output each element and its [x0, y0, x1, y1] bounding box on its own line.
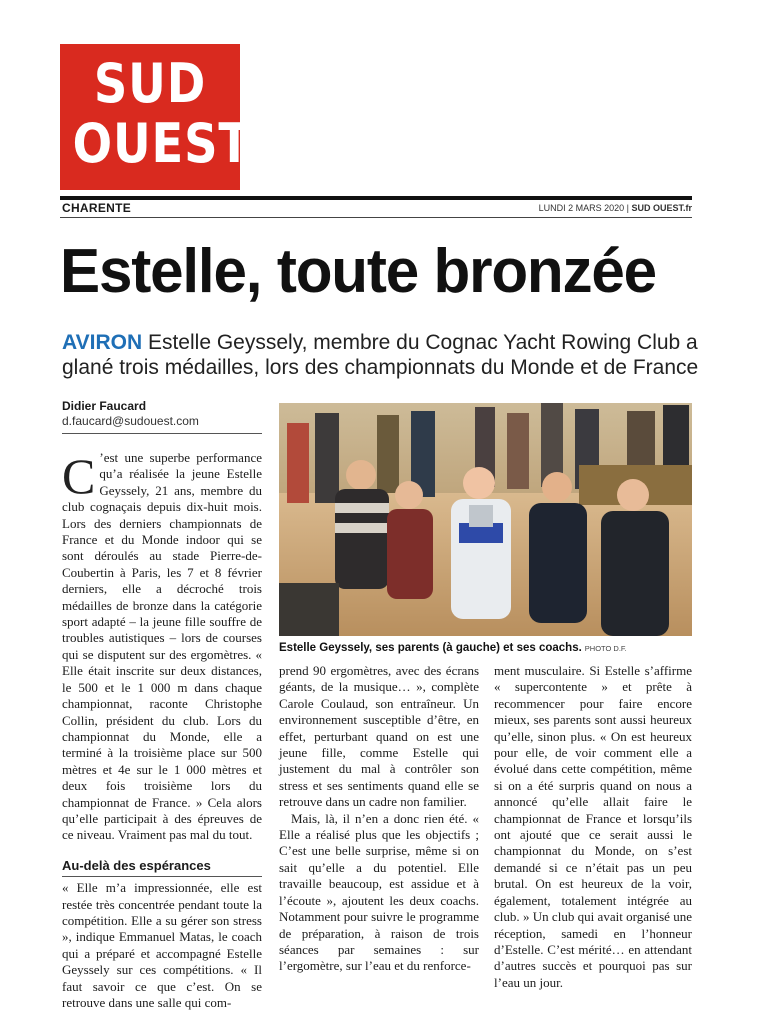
drop-cap: C — [62, 448, 96, 504]
section-label: CHARENTE — [62, 201, 132, 215]
top-rule — [60, 196, 692, 200]
article-column-2 — [279, 663, 479, 975]
site-name: SUD OUEST.fr — [631, 203, 692, 213]
article-column-3 — [494, 663, 692, 991]
article-paragraph: prend 90 ergomètres, avec des écrans géants, de la musique… », complète Carole Coulaud, son entraîneur. Un environnement susceptible d’être, en effet, perturbant quand on est une jeune fille, comme Estelle qui justement du mal à contrôler son stress et ses sentiments quand elle se retrouve dans un cadre non familier. — [279, 663, 479, 810]
byline-email[interactable]: d.faucard@sudouest.com — [62, 414, 199, 428]
deck — [62, 330, 702, 380]
headline: Estelle, toute bronzée — [60, 237, 656, 306]
article-paragraph: ment musculaire. Si Estelle s’affirme « supercontente » et prête à recommencer pour faire encore mieux, ses parents sont aussi heureux qu’elle, sinon plus. « On est heureux pour elle, de voir comment elle a évolué dans cette compétition, même si on a été surpris quand on nous a annoncé qu’elle allait faire le championnat de France et lorsqu’ils ont ajouté que ce serait aussi le championnat du Monde, on s’est demandé si ce n’était pas un peu brutal. On est heureux de la voir, également, totalement intégrée au club. » Un club qui avait organisé une réception, samedi en l’honneur d’Estelle. C’est mérité… en attendant d’autres succès et pourquoi pas sur l’eau un jour. — [494, 663, 692, 990]
paragraph-text: ’est une superbe performance qu’a réalisée la jeune Estelle Geyssely, 21 ans, membre du club cognaçais depuis dix-huit mois. Lors des derniers championnats de France et du Monde indoor qui se sont déroulés au stade Pierre-de-Coubertin à Paris, les 7 et 8 février derniers, elle a décroché trois médailles de bronze dans la catégorie sport adapté – la jeune fille souffre de troubles autistiques – lors de courses qui se disputent sur des ergomètres. « Elle était inscrite sur deux distances, le 500 et le 1 000 m dans chaque championnat, raconte Christophe Collin, président du club. Lors du championnat du Monde, elle a terminé à la troisième place sur 500 mètres et 4e sur le 1 000 mètres et deux fois troisième lors du championnat de France. » Cela alors qu’elle participait à des épreuves de ce niveau. Vraiment pas mal du tout. — [62, 450, 262, 843]
dateline — [539, 203, 692, 213]
article-paragraph: « Elle m’a impressionnée, elle est restée très concentrée pendant toute la compétition. Elle a su gérer son stress », indique Emmanuel Matas, le coach qui a préparé et accompagné Estelle Geyssely sur ces compétitions. « Il faut savoir ce que c’est. On se retrouve dans une salle qui com- — [62, 880, 262, 1010]
subheading-rule — [62, 876, 262, 877]
issue-date: LUNDI 2 MARS 2020 — [538, 203, 625, 213]
article-column-1 — [62, 450, 262, 1011]
byline-rule — [62, 433, 262, 434]
article-paragraph — [62, 450, 262, 844]
caption-text: Estelle Geyssely, ses parents (à gauche) et ses coachs. — [279, 642, 582, 654]
subheading: Au-delà des espérances — [62, 857, 211, 873]
deck-kicker: AVIRON — [62, 331, 143, 354]
logo-line-1: SUD — [93, 52, 207, 115]
photo-illustration — [279, 403, 692, 636]
article-paragraph: Mais, là, il n’en a donc rien été. « Elle a réalisé plus que les objectifs ; C’est une belle surprise, même si on sait qu’elle a du potentiel. Elle travaille beaucoup, est assidue et à l’écoute », ajoutent les deux coachs. Notamment pour suivre le programme de préparation, à raison de trois séances par semaines : sur l’ergomètre, sur l’eau et du renforce- — [279, 810, 479, 974]
byline-author: Didier Faucard — [62, 399, 147, 413]
photo-caption — [279, 642, 699, 654]
article-photo — [279, 403, 692, 636]
sud-ouest-logo — [60, 44, 251, 190]
photo-credit: PHOTO D.F. — [584, 644, 627, 653]
dateline-separator: | — [626, 203, 629, 213]
deck-text: Estelle Geyssely, membre du Cognac Yacht Rowing Club a glané trois médailles, lors des championnats du Monde et de France — [62, 331, 699, 379]
header-rule — [60, 217, 692, 218]
logo-line-2: OUEST — [72, 112, 251, 175]
